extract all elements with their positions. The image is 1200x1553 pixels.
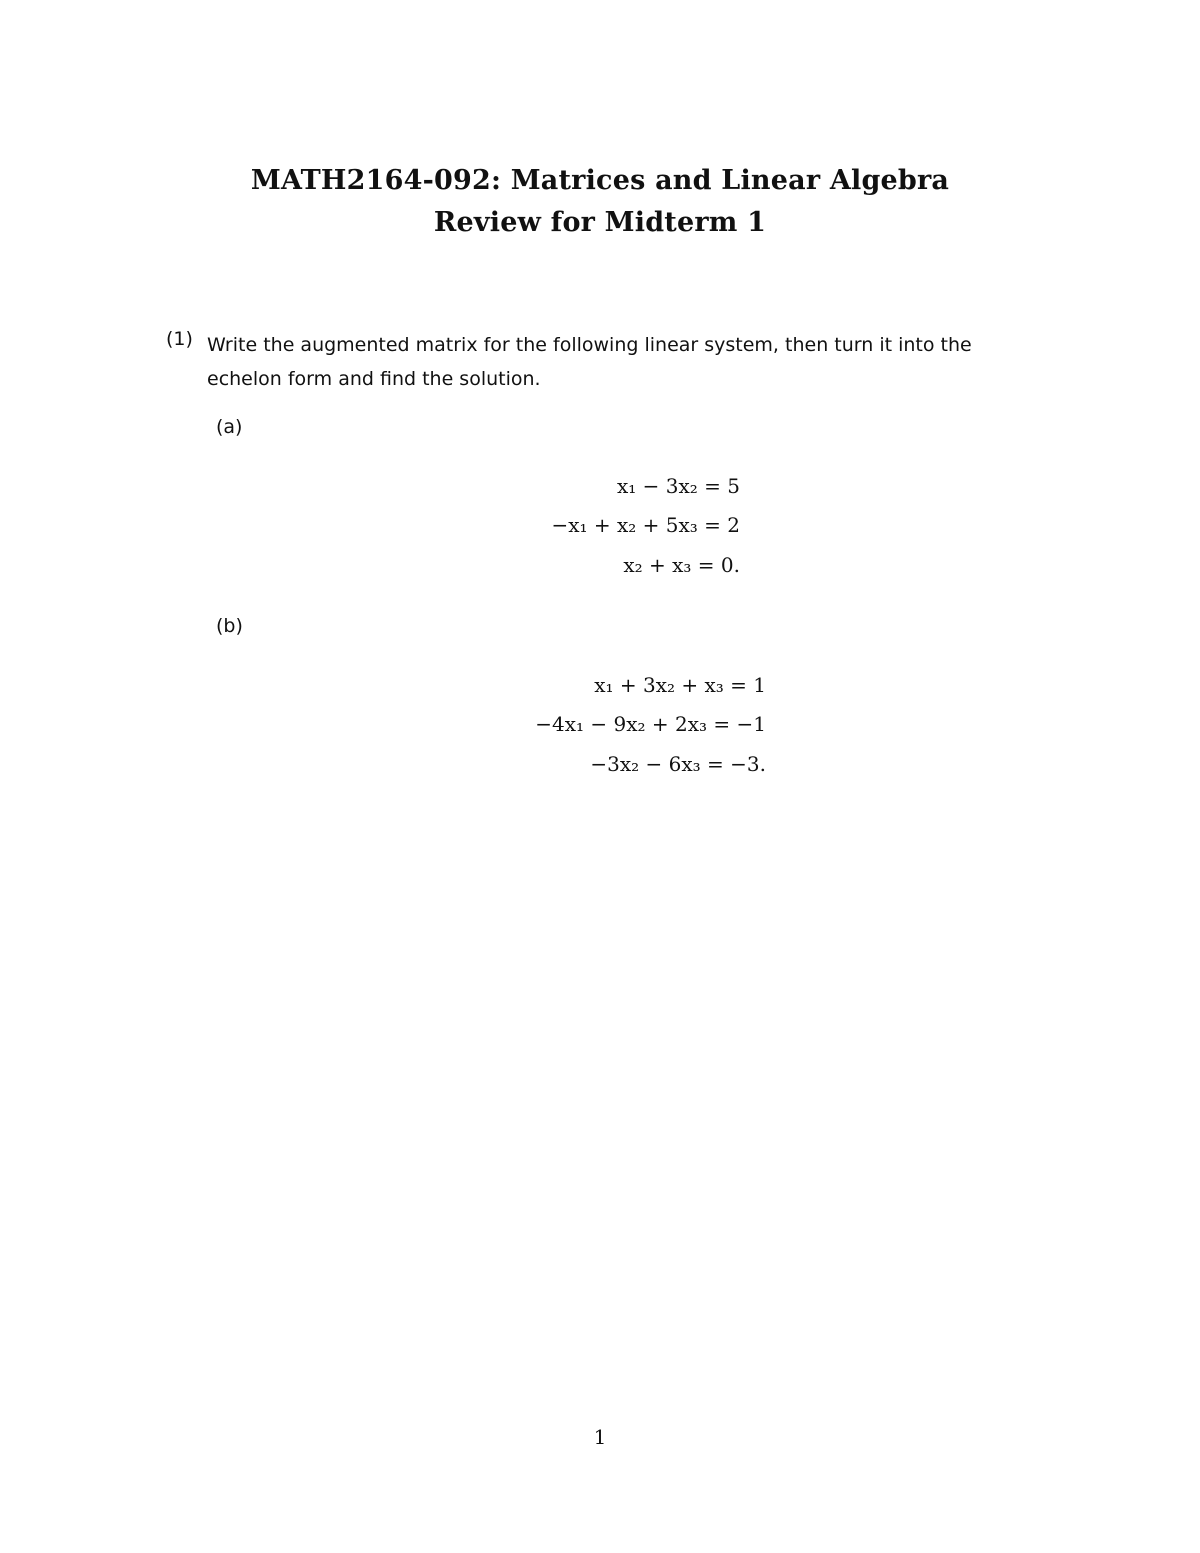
page-number: 1 xyxy=(593,1425,607,1449)
equation-b-3: −3x₂ − 6x₃ = −3. xyxy=(590,752,766,776)
problem-number: (1) xyxy=(166,328,193,350)
equation-b-1: x₁ + 3x₂ + x₃ = 1 xyxy=(594,673,766,697)
document-subtitle: Review for Midterm 1 xyxy=(433,207,767,238)
equation-a-2: −x₁ + x₂ + 5x₃ = 2 xyxy=(551,513,740,537)
equation-b-2: −4x₁ − 9x₂ + 2x₃ = −1 xyxy=(535,712,766,736)
document-title: MATH2164-092: Matrices and Linear Algebra xyxy=(250,165,950,196)
equation-a-3: x₂ + x₃ = 0. xyxy=(623,553,740,577)
part-a-label: (a) xyxy=(216,416,243,438)
part-b-label: (b) xyxy=(216,615,243,637)
problem-statement: Write the augmented matrix for the following linear system, then turn it into the echelon form and find the solution. xyxy=(207,334,972,390)
equation-a-1: x₁ − 3x₂ = 5 xyxy=(617,474,740,498)
